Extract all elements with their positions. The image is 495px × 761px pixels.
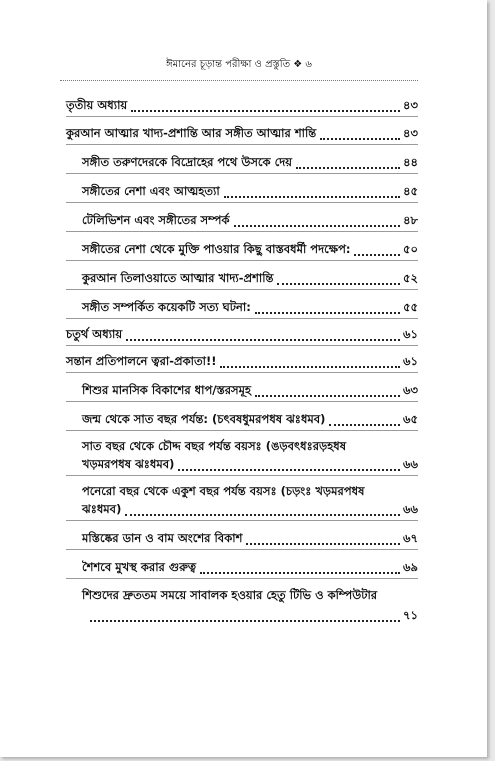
- toc-entry-page: ৬৬: [403, 457, 418, 471]
- toc-entry-title: কুরআন আত্মার খাদ্য-প্রশান্তি আর সঙ্গীত আত্মার শান্তি: [66, 126, 317, 140]
- toc-entry-page: ৬১: [403, 327, 418, 341]
- dot-leader: [277, 283, 400, 285]
- toc-entry-title: মস্তিষ্কের ডান ও বাম অংশের বিকাশ: [82, 531, 243, 545]
- toc-entry-page: ৫০: [403, 242, 418, 256]
- toc-entry-page: ৭১: [403, 608, 418, 622]
- toc-entry-title: জন্ম থেকে সাত বছর পর্যন্ত: (চৎবষধুমরপধষ ঝঃধমব): [82, 412, 326, 426]
- toc-entry-title-line2: খড়মরপধষ ঝঃধমব): [82, 457, 175, 471]
- toc-entry: [82, 402, 418, 430]
- toc-entry: [82, 476, 418, 520]
- toc-entry-title-line1: সাত বছর থেকে চৌদ্দ বছর পর্যন্ত বয়সঃ (ঙড়বৎধঃরড়হধষ: [82, 439, 347, 453]
- toc-entry-title: সঙ্গীত তরুণদেরকে বিদ্রোহের পথে উসকে দেয়: [82, 155, 293, 169]
- toc-entry-page: ৬১: [403, 354, 418, 368]
- dot-leader: [131, 110, 400, 112]
- dot-leader: [224, 196, 400, 198]
- dot-leader: [354, 254, 400, 256]
- dot-leader: [90, 620, 400, 622]
- toc-entry: [82, 203, 418, 231]
- toc-entry-title-line1: পনেরো বছর থেকে একুশ বছর পর্যন্ত বয়সঃ (চড়ংঃ খড়মরপধষ: [82, 484, 365, 498]
- toc-entry-page: ৪৫: [403, 184, 418, 198]
- dot-leader: [246, 543, 400, 545]
- toc-entry-title: টেলিভিশন এবং সঙ্গীতের সম্পর্ক: [82, 213, 230, 227]
- toc-entry: [66, 117, 418, 144]
- dot-leader: [200, 572, 400, 574]
- toc-entry-page: ৬৬: [403, 502, 418, 516]
- toc-entry-page: ৪৩: [403, 126, 418, 140]
- toc-entry-page: ৬৩: [403, 383, 418, 397]
- toc-entry: [82, 261, 418, 289]
- table-of-contents: [66, 94, 418, 626]
- dot-leader: [320, 138, 400, 140]
- dot-leader: [126, 339, 400, 341]
- dot-leader: [125, 514, 400, 516]
- toc-entry-page: ৪৩: [403, 98, 418, 112]
- toc-entry-title: শৈশবে মুখস্থ করার গুরুত্ব: [82, 560, 197, 574]
- toc-entry: [66, 319, 418, 345]
- toc-entry: [66, 346, 418, 372]
- toc-entry: [82, 431, 418, 475]
- toc-entry-page: ৪৮: [403, 213, 418, 227]
- dot-leader: [220, 366, 400, 368]
- toc-entry: [82, 290, 418, 318]
- toc-entry-page: ৫২: [403, 271, 418, 285]
- toc-entry: [82, 579, 418, 626]
- toc-entry-page: ৬৫: [403, 412, 418, 426]
- header-divider: [60, 80, 418, 81]
- toc-entry-page: ৪৪: [403, 155, 418, 169]
- dot-leader: [255, 395, 400, 397]
- toc-entry-title: তৃতীয় অধ্যায়: [66, 98, 128, 112]
- running-header: ঈমানের চূড়ান্ত পরীক্ষা ও প্রস্তুতি ❖ ৬: [166, 59, 312, 70]
- toc-entry: [82, 145, 418, 173]
- dot-leader: [178, 469, 400, 471]
- toc-entry-title: চতুর্থ অধ্যায়: [66, 327, 123, 341]
- toc-entry-title: সঙ্গীত সম্পর্কিত কয়েকটি সত্য ঘটনা:: [82, 300, 251, 314]
- toc-entry: [66, 94, 418, 116]
- dot-leader: [255, 312, 400, 314]
- toc-entry-title: কুরআন তিলাওয়াতে আত্মার খাদ্য-প্রশান্তি: [82, 271, 274, 285]
- toc-entry-title-line2: ঝঃধমব): [82, 502, 122, 516]
- toc-entry-title-line1: শিশুদের দ্রুততম সময়ে সাবালক হওয়ার হেতু টিভি ও কম্পিউটার: [82, 588, 378, 602]
- dot-leader: [329, 424, 400, 426]
- toc-entry-title: সঙ্গীতের নেশা এবং আত্মহত্যা: [82, 184, 220, 198]
- toc-entry-title: সঙ্গীতের নেশা থেকে মুক্তি পাওয়ার কিছু বাস্তবধর্মী পদক্ষেপ:: [82, 242, 351, 256]
- toc-entry-page: ৬৯: [403, 560, 418, 574]
- toc-entry-page: ৬৭: [403, 531, 418, 545]
- toc-entry: [82, 174, 418, 202]
- toc-entry: [82, 550, 418, 578]
- toc-entry-title: শিশুর মানসিক বিকাশের ধাপ/স্তরসমূহ: [82, 383, 252, 397]
- toc-entry: [82, 521, 418, 549]
- toc-entry-page: ৫৫: [403, 300, 418, 314]
- toc-entry: [82, 232, 418, 260]
- toc-entry-title: সন্তান প্রতিপালনে ত্বরা-প্রকাতা!!: [66, 354, 217, 368]
- dot-leader: [296, 167, 400, 169]
- toc-entry: [82, 373, 418, 401]
- dot-leader: [234, 225, 401, 227]
